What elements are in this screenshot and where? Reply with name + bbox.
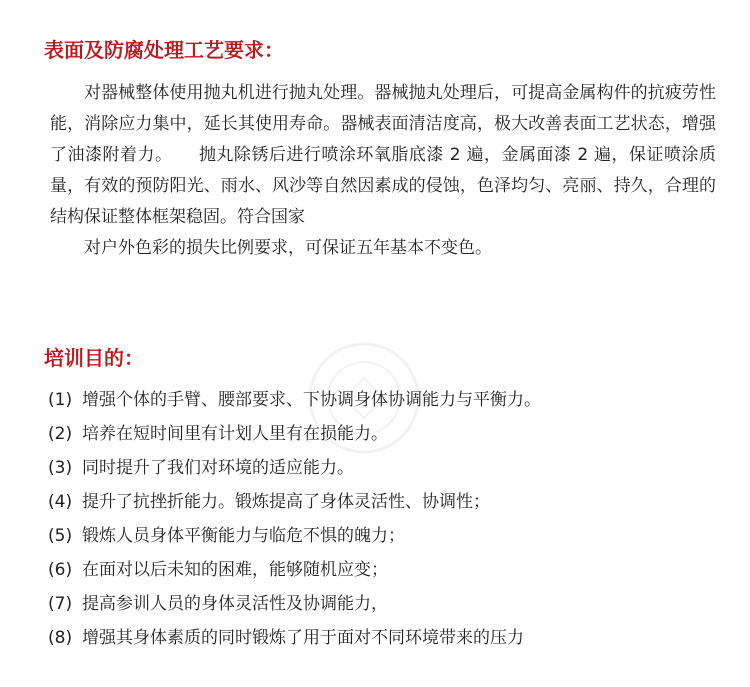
- surface-treatment-heading: 表面及防腐处理工艺要求：: [44, 38, 284, 62]
- training-goals-heading: 培训目的：: [44, 346, 144, 370]
- list-item: [48, 485, 728, 519]
- list-item-text: 增强个体的手臂、腰部要求、下协调身体协调能力与平衡力。: [82, 390, 541, 410]
- list-item-number: (5): [48, 526, 73, 546]
- list-item-number: (8): [48, 628, 73, 648]
- list-item-number: (1): [48, 390, 73, 410]
- list-item: [48, 621, 728, 655]
- training-goals-list: [48, 383, 728, 655]
- list-item: [48, 519, 728, 553]
- list-item: [48, 553, 728, 587]
- list-item-text: 提升了抗挫折能力。锻炼提高了身体灵活性、协调性；: [82, 492, 490, 512]
- list-item-number: (3): [48, 458, 73, 478]
- list-item-text: 同时提升了我们对环境的适应能力。: [82, 458, 354, 478]
- list-item-number: (2): [48, 424, 73, 444]
- list-item: [48, 451, 728, 485]
- list-item-number: (4): [48, 492, 73, 512]
- list-item-number: (7): [48, 594, 73, 614]
- list-item-text: 培养在短时间里有计划人里有在损能力。: [82, 424, 388, 444]
- list-item-text: 在面对以后未知的困难，能够随机应变；: [82, 560, 388, 580]
- list-item-text: 锻炼人员身体平衡能力与临危不惧的魄力；: [82, 526, 405, 546]
- list-item: [48, 417, 728, 451]
- list-item: [48, 383, 728, 417]
- list-item: [48, 587, 728, 621]
- list-item-number: (6): [48, 560, 73, 580]
- surface-treatment-paragraph-1: 对器械整体使用抛丸机进行抛丸处理。器械抛丸处理后，可提高金属构件的抗疲劳性能，消除应力集中，延长其使用寿命。器械表面清洁度高，极大改善表面工艺状态，增强了油漆附着力。 抛丸除锈后进行喷涂环氧脂底漆 2 遍，金属面漆 2 遍，保证喷涂质量，有效的预防阳光、雨水、风沙等自然因素成的侵蚀，色泽均匀、亮丽、持久，合理的结构保证整体框架稳固。符合国家: [50, 83, 716, 227]
- list-item-text: 提高参训人员的身体灵活性及协调能力，: [82, 594, 388, 614]
- surface-treatment-body: [50, 78, 716, 264]
- surface-treatment-paragraph-2: 对户外色彩的损失比例要求，可保证五年基本不变色。: [84, 238, 492, 258]
- list-item-text: 增强其身体素质的同时锻炼了用于面对不同环境带来的压力: [82, 628, 524, 648]
